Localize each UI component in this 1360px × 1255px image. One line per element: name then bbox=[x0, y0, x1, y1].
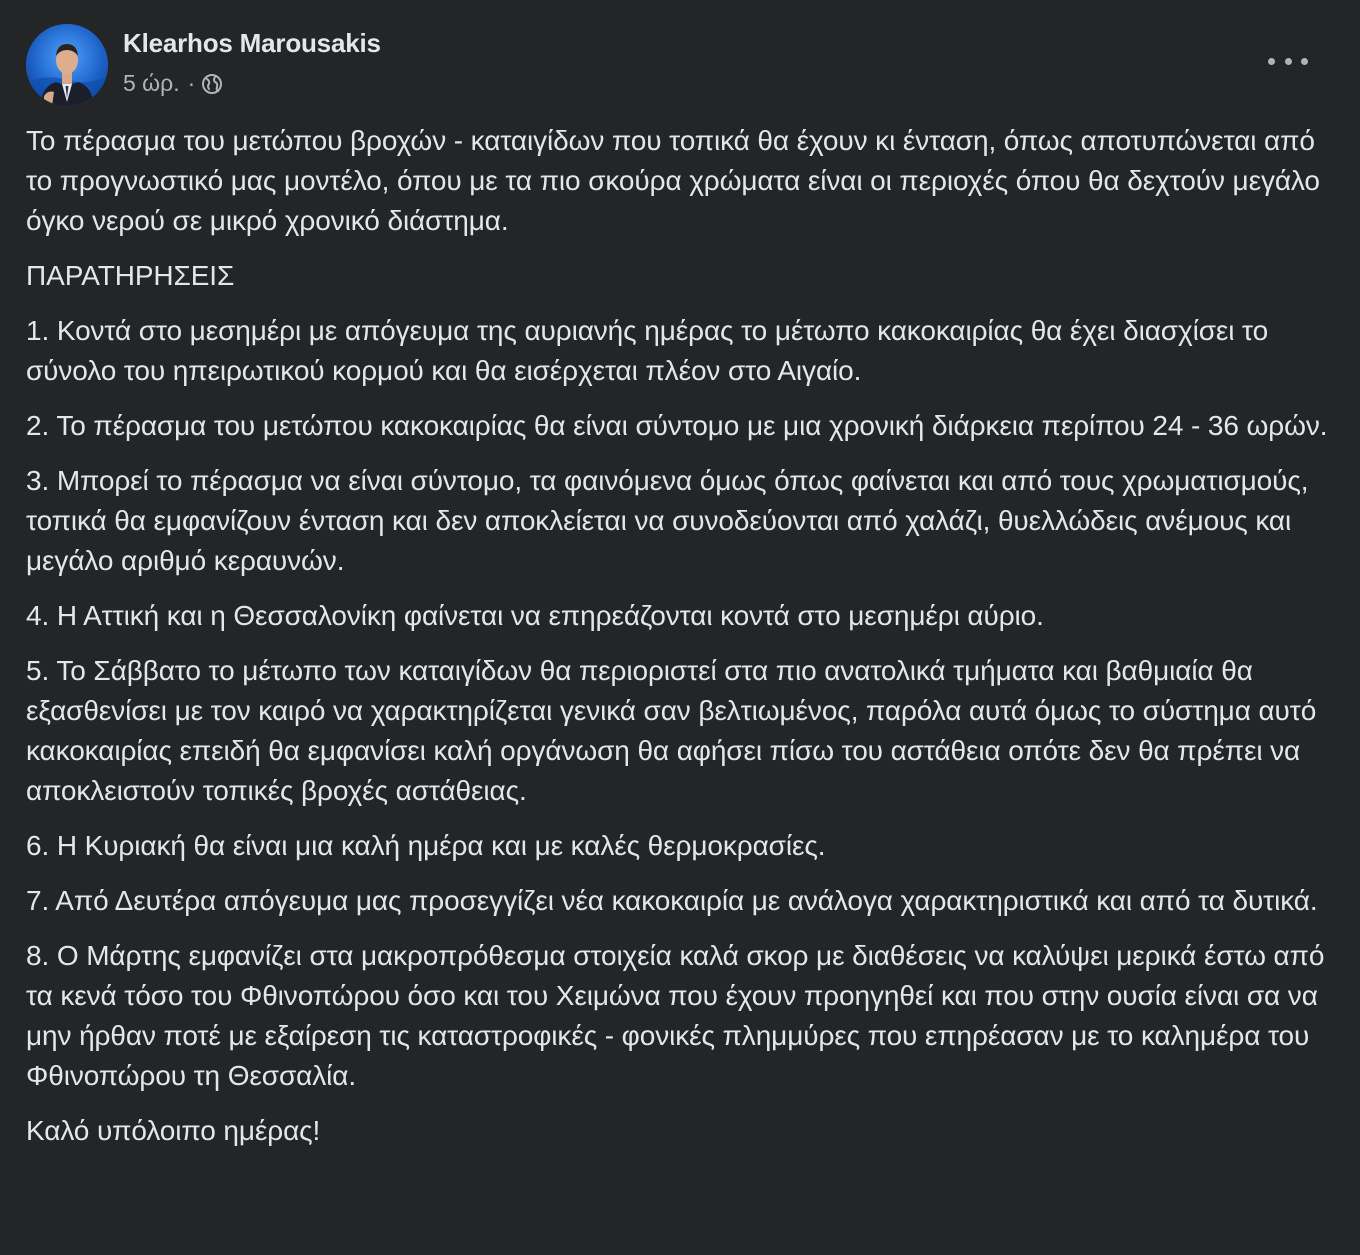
post-text bbox=[26, 121, 1344, 1166]
avatar-image bbox=[26, 24, 108, 106]
author-block bbox=[123, 26, 381, 98]
post-paragraph: 1. Κοντά στο μεσημέρι με απόγευμα της αυριανής ημέρας το μέτωπο κακοκαιρίας θα έχει διασχίσει το σύνολο του ηπειρωτικού κορμού και θα εισέρχεται πλέον στο Αιγαίο. bbox=[26, 315, 1269, 386]
more-dot-icon bbox=[1285, 58, 1292, 65]
globe-icon[interactable] bbox=[201, 72, 223, 94]
post-paragraph: 8. Ο Μάρτης εμφανίζει στα μακροπρόθεσμα στοιχεία καλά σκορ με διαθέσεις να καλύψει μερικά έστω από τα κενά τόσο του Φθινοπώρου όσο και του Χειμώνα που έχουν προηγηθεί και που στην ουσία είναι σα να μην ήρθαν ποτέ με εξαίρεση τις καταστροφικές - φονικές πλημμύρες που επηρέασαν με το καλημέρα του Φθινοπώρου τη Θεσσαλία. bbox=[26, 940, 1325, 1091]
post-paragraph: 2. Το πέρασμα του μετώπου κακοκαιρίας θα είναι σύντομο με μια χρονική διάρκεια περίπου 24 - 36 ωρών. bbox=[26, 410, 1328, 441]
more-dot-icon bbox=[1268, 58, 1275, 65]
meta-separator: · bbox=[187, 70, 196, 96]
avatar[interactable] bbox=[26, 24, 108, 106]
more-options-button[interactable] bbox=[1268, 44, 1308, 78]
post-paragraph: 4. Η Αττική και η Θεσσαλονίκη φαίνεται να επηρεάζονται κοντά στο μεσημέρι αύριο. bbox=[26, 600, 1044, 631]
post-paragraph: Το πέρασμα του μετώπου βροχών - καταιγίδων που τοπικά θα έχουν κι ένταση, όπως αποτυπώνεται από το προγνωστικό μας μοντέλο, όπου με τα πιο σκούρα χρώματα είναι οι περιοχές όπου θα δεχτούν μεγάλο όγκο νερού σε μικρό χρονικό διάστημα. bbox=[26, 125, 1320, 236]
post-timestamp[interactable]: 5 ώρ. bbox=[123, 70, 180, 96]
post-header bbox=[26, 24, 381, 106]
post-paragraph: 7. Από Δευτέρα απόγευμα μας προσεγγίζει νέα κακοκαιρία με ανάλογα χαρακτηριστικά και από τα δυτικά. bbox=[26, 885, 1318, 916]
post-paragraph: 3. Μπορεί το πέρασμα να είναι σύντομο, τα φαινόμενα όμως όπως φαίνεται και από τους χρωματισμούς, τοπικά θα εμφανίζουν ένταση και δεν αποκλείεται να συνοδεύονται από χαλάζι, θυελλώδεις ανέμους και μεγάλο αριθμό κεραυνών. bbox=[26, 465, 1309, 576]
post-paragraph: 6. Η Κυριακή θα είναι μια καλή ημέρα και με καλές θερμοκρασίες. bbox=[26, 830, 826, 861]
post-paragraph: Καλό υπόλοιπο ημέρας! bbox=[26, 1115, 321, 1146]
post-paragraph: ΠΑΡΑΤΗΡΗΣΕΙΣ bbox=[26, 260, 235, 291]
post-meta bbox=[123, 68, 381, 98]
author-name[interactable]: Klearhos Marousakis bbox=[123, 28, 381, 58]
post-paragraph: 5. Το Σάββατο το μέτωπο των καταιγίδων θα περιοριστεί στα πιο ανατολικά τμήματα και βαθμιαία θα εξασθενίσει με τον καιρό να χαρακτηρίζεται γενικά σαν βελτιωμένος, παρόλα αυτά όμως το σύστημα αυτό κακοκαιρίας επειδή θα εμφανίσει καλή οργάνωση θα αφήσει πίσω του αστάθεια οπότε δεν θα πρέπει να αποκλειστούν τοπικές βροχές αστάθειας. bbox=[26, 655, 1317, 806]
more-dot-icon bbox=[1301, 58, 1308, 65]
